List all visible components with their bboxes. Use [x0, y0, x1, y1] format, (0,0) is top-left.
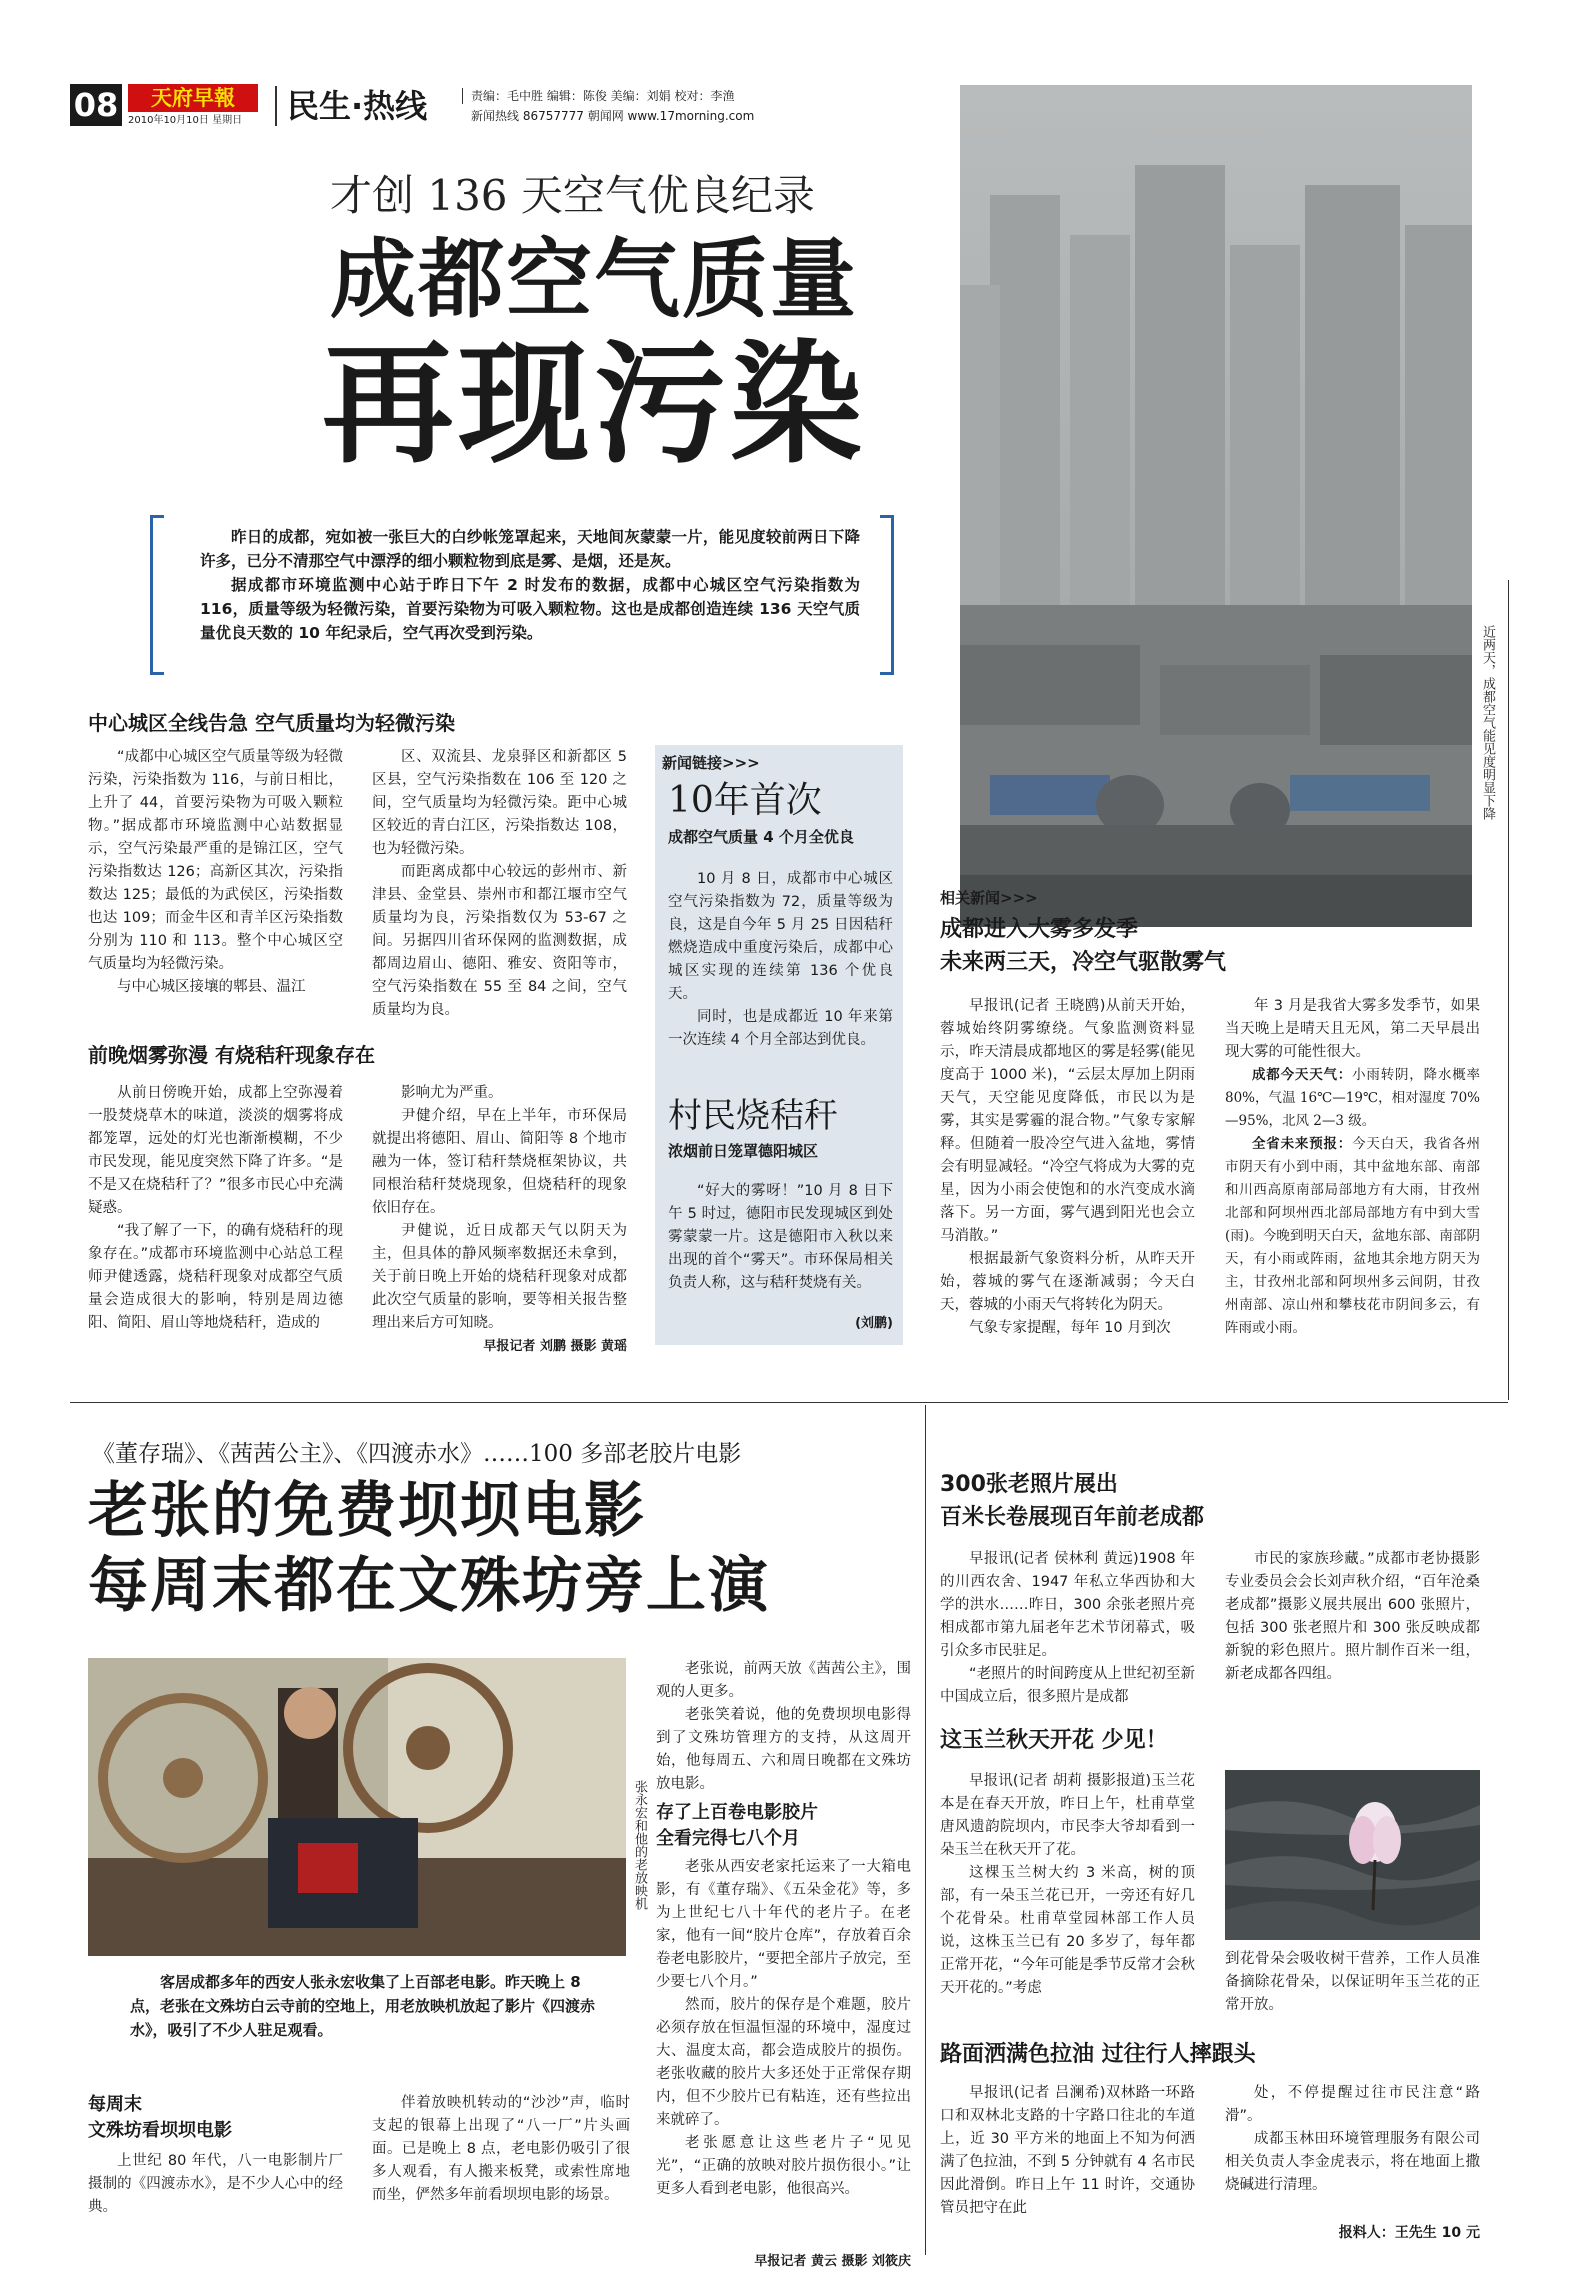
- story2-c3-p3: 老张从西安老家托运来了一大箱电影，有《董存瑞》、《五朵金花》等，多为上世纪七八十年代的老片子。在老家，他有一间“胶片仓库”，存放着百余卷老电影胶片，“要把全部片子放完，至少要七八个月。”: [656, 1859, 911, 1990]
- lead-bracket-left: [150, 515, 164, 675]
- haze-photo-caption: 近两天，成都空气能见度明显下降: [1480, 625, 1495, 820]
- story2-c2-p1: 伴着放映机转动的“沙沙”声，临时支起的银幕上出现了“八一厂”片头画面。已是晚上 8 点，老电影仍吸引了很多人观看，有人搬来板凳，或索性席地而坐，俨然多年前看坝坝电影的场景。: [372, 2095, 630, 2203]
- s2-col1: [88, 1082, 343, 1335]
- news-link-body-1: [668, 868, 893, 1052]
- photos300-col2: [1225, 1548, 1480, 1686]
- s2-col2: [372, 1082, 627, 1335]
- magnolia-photo-caption: 到花骨朵会吸收树干营养，工作人员准备摘除花骨朵，以保证明年玉兰花的正常开放。: [1225, 1951, 1480, 2013]
- story1-headline-1: 成都空气质量: [330, 230, 858, 330]
- road-c2-p2: 成都玉林田环境管理服务有限公司相关负责人李金虎表示，将在地面上撒烧碱进行清理。: [1225, 2131, 1480, 2193]
- related-col1: [940, 995, 1195, 1340]
- projector-photo: [88, 1658, 626, 1956]
- story2-c3-p1: 老张说，前两天放《茜茜公主》，围观的人更多。: [656, 1661, 911, 1700]
- story1-subhead-2: 前晚烟雾弥漫 有烧秸秆现象存在: [88, 1043, 375, 1067]
- news-link-title-1: 10年首次: [668, 780, 822, 821]
- news-link-p3: “好大的雾呀！”10 月 8 日下午 5 时过，德阳市民发现城区到处雾蒙蒙一片。这是德阳市入秋以来出现的首个“雾天”。市环保局相关负责人称，这与秸秆焚烧有关。: [668, 1183, 893, 1291]
- photos300-c1-p2: “老照片的时间跨度从上世纪初至新中国成立后，很多照片是成都: [940, 1666, 1195, 1705]
- related-headline-1: 成都进入大雾多发季: [940, 917, 1139, 942]
- s1-col1: [88, 746, 343, 999]
- related-headline-2: 未来两三天，冷空气驱散雾气: [940, 950, 1227, 975]
- story2-sub1-line1: 每周末: [88, 2094, 142, 2115]
- photos300-col1: [940, 1548, 1195, 1709]
- magnolia-p1: 早报讯(记者 胡莉 摄影报道)玉兰花本是在春天开放，昨日上午，杜甫草堂唐风遗韵院坝内，市民李大爷却看到一朵玉兰在秋天开了花。: [940, 1773, 1195, 1858]
- related-c2-weather1: [1225, 1064, 1480, 1133]
- photos300-headline-2: 百米长卷展现百年前老成都: [940, 1505, 1205, 1530]
- magnolia-col: [940, 1770, 1195, 2000]
- story2-headline-2: 每周末都在文殊坊旁上演: [88, 1551, 770, 1621]
- s2-col1-p1: 从前日傍晚开始，成都上空弥漫着一股焚烧草木的味道，淡淡的烟雾将成都笼罩，远处的灯光也渐渐模糊，不少市民发现，能见度突然下降了许多。“是不是又在烧秸秆了？”很多市民心中充满疑惑。: [88, 1085, 343, 1216]
- news-link-subtitle-1: 成都空气质量 4 个月全优良: [668, 828, 854, 846]
- magnolia-photo: [1225, 1770, 1480, 1940]
- s1-col2-p2: 而距离成都中心较远的彭州市、新津县、金堂县、崇州市和都江堰市空气质量均为良，污染指数仅为 53-67 之间。另据四川省环保网的监测数据，成都周边眉山、德阳、雅安、资阳等市，空气污染指数在 55 至 84 之间，空气质量均为良。: [372, 864, 627, 1018]
- related-col2: [1225, 995, 1480, 1340]
- road-c2-p1: 处，不停提醒过往市民注意“路滑”。: [1225, 2085, 1480, 2124]
- issue-date: 2010年10月10日 星期日: [128, 115, 243, 126]
- haze-photo: [960, 85, 1472, 927]
- projector-illustration: [88, 1658, 626, 1956]
- s2-col2-p3: 尹健说，近日成都天气以阴天为主，但具体的静风频率数据还未拿到，关于前日晚上开始的烧秸秆现象对成都此次空气质量的影响，要等相关报告整理出来后方可知晓。: [372, 1223, 627, 1331]
- lead-paragraph-1: 昨日的成都，宛如被一张巨大的白纱帐笼罩起来，天地间灰蒙蒙一片，能见度较前两日下降许多，已分不清那空气中漂浮的细小颗粒物到底是雾、是烟，还是灰。: [200, 528, 860, 570]
- lead-bracket-right: [880, 515, 894, 675]
- related-label: 相关新闻>>>: [940, 889, 1038, 907]
- weather-province: 今天白天，我省各州市阴天有小到中雨，其中盆地东部、南部和川西高原南部局部地方有大雨，甘孜州北部和阿坝州西北部局部地方有中到大雪(雨)。今晚到明天白天，盆地东部、南部阴天，有小雨或阵雨，盆地其余地方阴天为主，甘孜州北部和阿坝州多云间阴，甘孜州南部、凉山州和攀枝花市阴间多云，有阵雨或小雨。: [1225, 1136, 1481, 1336]
- road-headline: 路面洒满色拉油 过往行人摔跟头: [940, 2042, 1256, 2067]
- news-link-title-2: 村民烧秸秆: [668, 1096, 838, 1136]
- story2-caption: 客居成都多年的西安人张永宏收集了上百部老电影。昨天晚上 8 点，老张在文殊坊白云寺前的空地上，用老放映机放起了影片《四渡赤水》，吸引了不少人驻足观看。: [130, 1973, 596, 2039]
- s1-col2: [372, 746, 627, 1022]
- story1-kicker: 才创 136 天空气优良纪录: [330, 171, 815, 220]
- story2-c3-p2: 老张笑着说，他的免费坝坝电影得到了文殊坊管理方的支持，从这周开始，他每周五、六和周日晚都在文殊坊放电影。: [656, 1707, 911, 1792]
- news-link-p1: 10 月 8 日，成都市中心城区空气污染指数为 72，质量等级为良，这是自今年 5 月 25 日因秸秆燃烧造成中重度污染后，成都中心城区实现的连续第 136 个优良天。: [668, 871, 893, 1002]
- story2-c3-p5: 老张愿意让这些老片子“见见光”，“正确的放映对胶片损伤很小。”让更多人看到老电影，他很高兴。: [656, 2135, 911, 2197]
- right-frame-line: [1508, 580, 1509, 1400]
- road-col2: [1225, 2082, 1480, 2197]
- story2-headline-1: 老张的免费坝坝电影: [88, 1476, 646, 1546]
- news-link-body-2: [668, 1180, 893, 1295]
- s1-col1-p1: “成都中心城区空气质量等级为轻微污染，污染指数为 116，与前日相比，上升了 44，首要污染物为可吸入颗粒物。”据成都市环境监测中心站数据显示，空气污染最严重的是锦江区，空气污染指数达 126；高新区其次，污染指数达 125；最低的为武侯区，污染指数也达 109；而金牛区和青羊区污染指数分别为 110 和 113。整个中心城区空气质量均为轻微污染。: [88, 749, 343, 972]
- hotline: 新闻热线 86757777 朝闻网 www.17morning.com: [471, 109, 755, 123]
- photos300-c1-p1: 早报讯(记者 侯林利 黄远)1908 年的川西农舍、1947 年私立华西协和大学的洪水……昨日，300 余张老照片亮相成都市第九届老年艺术节闭幕式，吸引众多市民驻足。: [940, 1551, 1195, 1659]
- magnolia-headline: 这玉兰秋天开花 少见！: [940, 1728, 1168, 1753]
- weather-today-label: 成都今天天气：: [1252, 1067, 1353, 1083]
- news-link-subtitle-2: 浓烟前日笼罩德阳城区: [668, 1142, 819, 1160]
- s1-col2-p1: 区、双流县、龙泉驿区和新都区 5 区县，空气污染指数在 106 至 120 之间，空气质量均为轻微污染。距中心城区较近的青白江区，污染指数达 108，也为轻微污染。: [372, 749, 627, 857]
- haze-city-illustration: [960, 85, 1472, 927]
- projector-photo-side-caption: 张永宏和他的老放映机: [632, 1780, 647, 1910]
- story2-c3-p4: 然而，胶片的保存是个难题，胶片必须存放在恒温恒湿的环境中，湿度过大、温度太高，都会造成胶片的损伤。老张收藏的胶片大多还处于正常保存期内，但不少胶片已有粘连，还有些拉出来就碎了。: [656, 1997, 911, 2128]
- related-c1-p2: 根据最新气象资料分析，从昨天开始，蓉城的雾气在逐渐减弱；今天白天，蓉城的小雨天气将转化为阴天。: [940, 1251, 1195, 1313]
- story2-col1: [88, 2150, 343, 2219]
- s1-col1-p2: 与中心城区接壤的郫县、温江: [117, 979, 306, 995]
- magnolia-p2: 这棵玉兰树大约 3 米高，树的顶部，有一朵玉兰花已开，一旁还有好几个花骨朵。杜甫草堂园林部工作人员说，这株玉兰已有 20 多岁了，每年都正常开花，“今年可能是季节反常才会秋天开花的。”考虑: [940, 1865, 1195, 1996]
- paper-logo: 天府早報: [128, 84, 258, 112]
- s2-col2-p2: 尹健介绍，早在上半年，市环保局就提出将德阳、眉山、简阳等 8 个地市融为一体，签订秸秆禁烧框架协议，共同根治秸秆焚烧现象，但烧秸秆的现象依旧存在。: [372, 1108, 627, 1216]
- story1-headline-2: 再现污染: [322, 327, 866, 482]
- related-c1-p1: 早报讯(记者 王晓鸥)从前天开始，蓉城始终阴雾缭绕。气象监测资料显示，昨天清晨成都地区的雾是轻雾(能见度高于 1000 米)，“云层太厚加上阴雨天气，天空能见度降低，市民以为是雾，其实是雾霾的混合物。”气象专家解释。但随着一股冷空气进入盆地，雾情会有明显减轻。“冷空气将成为大雾的克星，因为小雨会使饱和的水汽变成水滴落下。另一方面，雾气遇到阳光也会立马消散。”: [940, 998, 1195, 1244]
- story1-lead: [200, 525, 860, 645]
- road-c1-p1: 早报讯(记者 吕澜希)双林路一环路口和双林北支路的十字路口往北的车道上，近 30 平方米的地面上不知为何洒满了色拉油，不到 5 分钟就有 4 名市民因此滑倒。昨日上午 11 时许，交通协管员把守在此: [940, 2085, 1195, 2216]
- story2-kicker: 《董存瑞》、《茜茜公主》、《四渡赤水》……100 多部老胶片电影: [92, 1441, 742, 1467]
- section-title: 民生·热线: [275, 86, 427, 126]
- story2-sub1-line2: 文殊坊看坝坝电影: [88, 2120, 232, 2141]
- editors-line: 责编：毛中胜 编辑：陈俊 美编：刘娟 校对：李渔: [462, 88, 734, 104]
- weather-today: 小雨转阴，降水概率 80%，气温 16℃—19℃，相对湿度 70%—95%，北风 2—3 级。: [1225, 1067, 1481, 1129]
- section-divider: [70, 1402, 1508, 1403]
- story2-sub2-line1: 存了上百卷电影胶片: [656, 1802, 818, 1823]
- related-c2-weather2: [1225, 1133, 1480, 1340]
- s2-col2-p1: 影响尤为严重。: [401, 1085, 503, 1101]
- masthead: [70, 82, 790, 132]
- page-number: 08: [70, 84, 122, 126]
- news-link-label: 新闻链接>>>: [662, 754, 760, 772]
- story2-c1-p1: 上世纪 80 年代，八一电影制片厂摄制的《四渡赤水》，是不少人心中的经典。: [88, 2153, 343, 2215]
- photos300-c2-p1: 市民的家族珍藏。”成都市老协摄影专业委员会会长刘声秋介绍，“百年沧桑 老成都”摄影义展共展出 600 张照片，包括 300 张老照片和 300 张反映成都新貌的彩色照片。照片制作百米一组，新老成都各四组。: [1225, 1551, 1480, 1682]
- lower-column-divider: [925, 1405, 926, 2255]
- road-col1: [940, 2082, 1195, 2220]
- related-c2-p1: 年 3 月是我省大雾多发季节，如果当天晚上是晴天且无风，第二天早晨出现大雾的可能性很大。: [1225, 998, 1480, 1060]
- s2-col1-p2: “我了解了一下，的确有烧秸秆的现象存在。”成都市环境监测中心站总工程师尹健透露，烧秸秆现象对成都空气质量会造成很大的影响，特别是周边德阳、简阳、眉山等地烧秸秆，造成的: [88, 1223, 343, 1331]
- story2-col3: [656, 1658, 911, 2201]
- lead-paragraph-2: 据成都市环境监测中心站于昨日下午 2 时发布的数据，成都中心城区空气污染指数为 116，质量等级为轻微污染，首要污染物为可吸入颗粒物。这也是成都创造连续 136 天空气质量优良天数的 10 年纪录后，空气再次受到污染。: [200, 576, 860, 642]
- magnolia-illustration: [1225, 1770, 1480, 1940]
- news-link-p2: 同时，也是成都近 10 年来第一次连续 4 个月全部达到优良。: [668, 1009, 893, 1048]
- story2-sub2-line2: 全看完得七八个月: [656, 1828, 800, 1849]
- news-link-byline: (刘鹏): [855, 1316, 893, 1331]
- photos300-headline-1: 300张老照片展出: [940, 1472, 1118, 1497]
- story1-subhead-1: 中心城区全线告急 空气质量均为轻微污染: [88, 711, 455, 735]
- weather-province-label: 全省未来预报：: [1252, 1136, 1353, 1152]
- story2-byline: 早报记者 黄云 摄影 刘筱庆: [754, 2254, 911, 2269]
- related-c1-p3: 气象专家提醒，每年 10 月到次: [969, 1320, 1171, 1336]
- story2-col2: [372, 2092, 630, 2207]
- story2-sub1: [88, 2092, 328, 2144]
- story1-byline: 早报记者 刘鹏 摄影 黄瑶: [483, 1339, 627, 1354]
- road-byline: 报料人：王先生 10 元: [1338, 2225, 1480, 2241]
